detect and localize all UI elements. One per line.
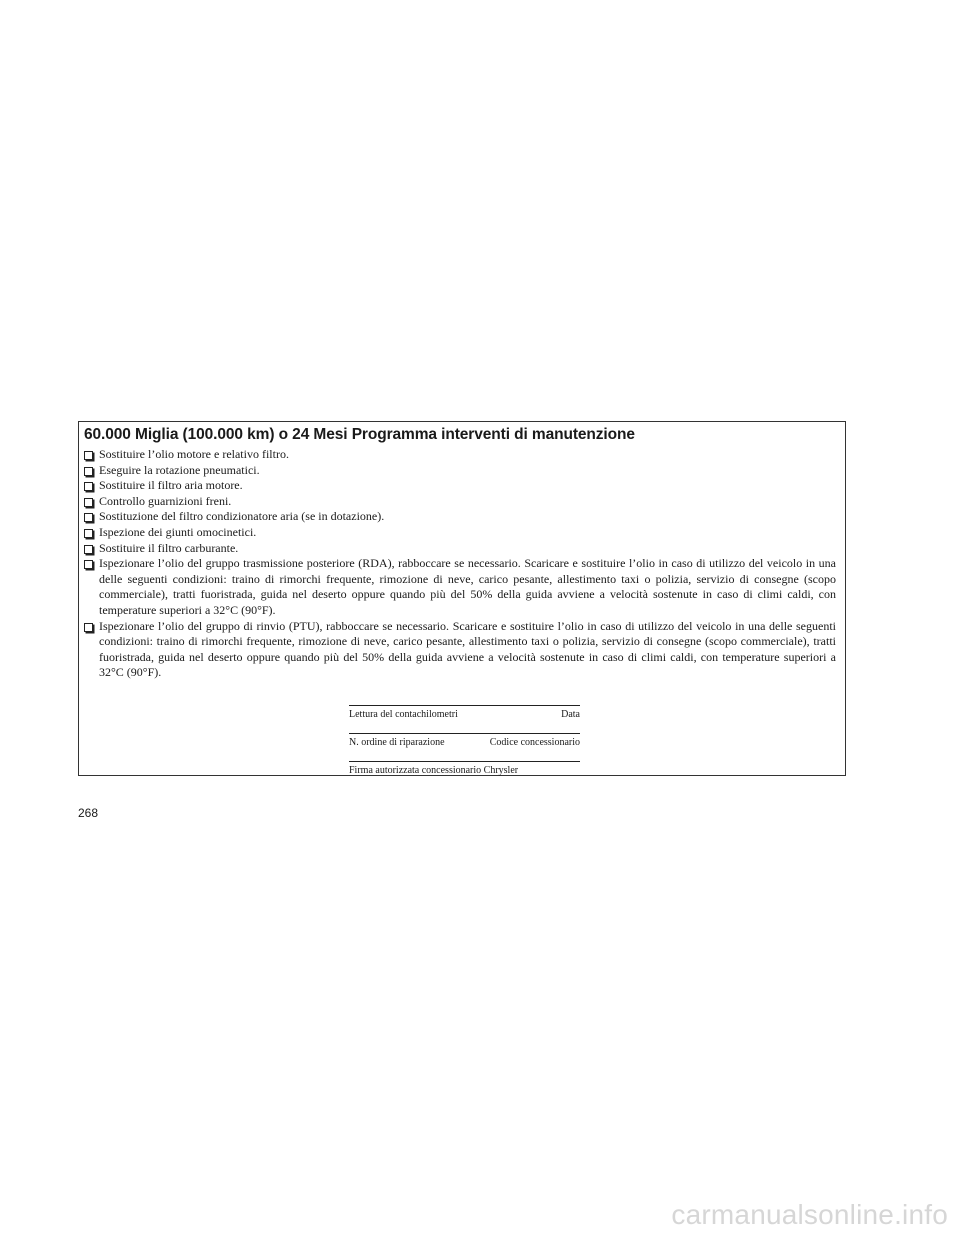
checklist-item: [84, 494, 836, 510]
checklist-item: [84, 447, 836, 463]
odometer-label: Lettura del contachilometri: [349, 709, 458, 720]
checklist-item-text: Sostituire il filtro carburante.: [99, 540, 239, 555]
checkbox-icon[interactable]: [84, 513, 93, 522]
dealer-code-label: Codice concessionario: [489, 737, 580, 748]
checklist-item-text: Sostituzione del filtro condizionatore aria (se in dotazione).: [99, 509, 385, 524]
checklist-item-text: Ispezionare l’olio del gruppo trasmissione posteriore (RDA), rabboccare se necessario. Scaricare e sostituire l’olio in caso di utilizzo del veicolo in una delle seguenti condizioni: traino di rimorchi frequente, rimozione di neve, carico pesante, allestimento taxi o polizia, servizio di consegne (scopo commerciale), tratti fuoristrada, guida nel deserto oppure quando più del 50% della guida avviene a velocità sostenute in caso di climi caldi, con temperature superiori a 32°C (90°F).: [99, 556, 836, 617]
checklist-item: [84, 478, 836, 494]
checklist-item-text: Ispezionare l’olio del gruppo di rinvio (PTU), rabboccare se necessario. Scaricare e sostituire l’olio in caso di utilizzo del veicolo in una delle seguenti condizioni: traino di rimorchi frequente, rimozione di neve, carico pesante, allestimento taxi o polizia, servizio di consegne (scopo commerciale), tratti fuoristrada, guida nel deserto oppure quando più del 50% della guida avviene a velocità sostenute in caso di climi caldi, con temperature superiori a 32°C (90°F).: [99, 618, 836, 680]
checklist-item: [84, 509, 836, 525]
checkbox-icon[interactable]: [84, 451, 93, 460]
checklist-item: [84, 463, 836, 479]
checkbox-icon[interactable]: [84, 560, 93, 569]
page-number: 268: [78, 806, 99, 820]
signature-line-dealer[interactable]: [349, 761, 580, 777]
checkbox-icon[interactable]: [84, 482, 93, 491]
checkbox-icon[interactable]: [84, 545, 93, 554]
date-label: Data: [561, 709, 580, 720]
checklist: [84, 447, 836, 681]
checkbox-icon[interactable]: [84, 529, 93, 538]
checklist-item-text: Controllo guarnizioni freni.: [99, 493, 232, 508]
checklist-item: [84, 541, 836, 557]
checklist-item-text: Sostituire il filtro aria motore.: [99, 478, 243, 493]
section-title: 60.000 Miglia (100.000 km) o 24 Mesi Programma interventi di manutenzione: [84, 426, 635, 443]
checklist-item-text: Ispezione dei giunti omocinetici.: [99, 524, 257, 539]
maintenance-schedule-box: [78, 421, 846, 776]
checklist-item: [84, 556, 836, 618]
watermark: carmanualsonline.info: [671, 1199, 948, 1230]
signature-line-repair-order[interactable]: [349, 733, 580, 757]
checkbox-icon[interactable]: [84, 498, 93, 507]
checkbox-icon[interactable]: [84, 623, 93, 632]
checklist-item-text: Eseguire la rotazione pneumatici.: [99, 462, 260, 477]
dealer-signature-label: Firma autorizzata concessionario Chrysler: [349, 765, 519, 776]
signature-block: [349, 705, 580, 777]
signature-line-odometer[interactable]: [349, 705, 580, 729]
checklist-item-text: Sostituire l’olio motore e relativo filtro.: [99, 447, 289, 461]
repair-order-label: N. ordine di riparazione: [349, 737, 445, 748]
checklist-item: [84, 525, 836, 541]
checkbox-icon[interactable]: [84, 467, 93, 476]
checklist-item: [84, 619, 836, 681]
